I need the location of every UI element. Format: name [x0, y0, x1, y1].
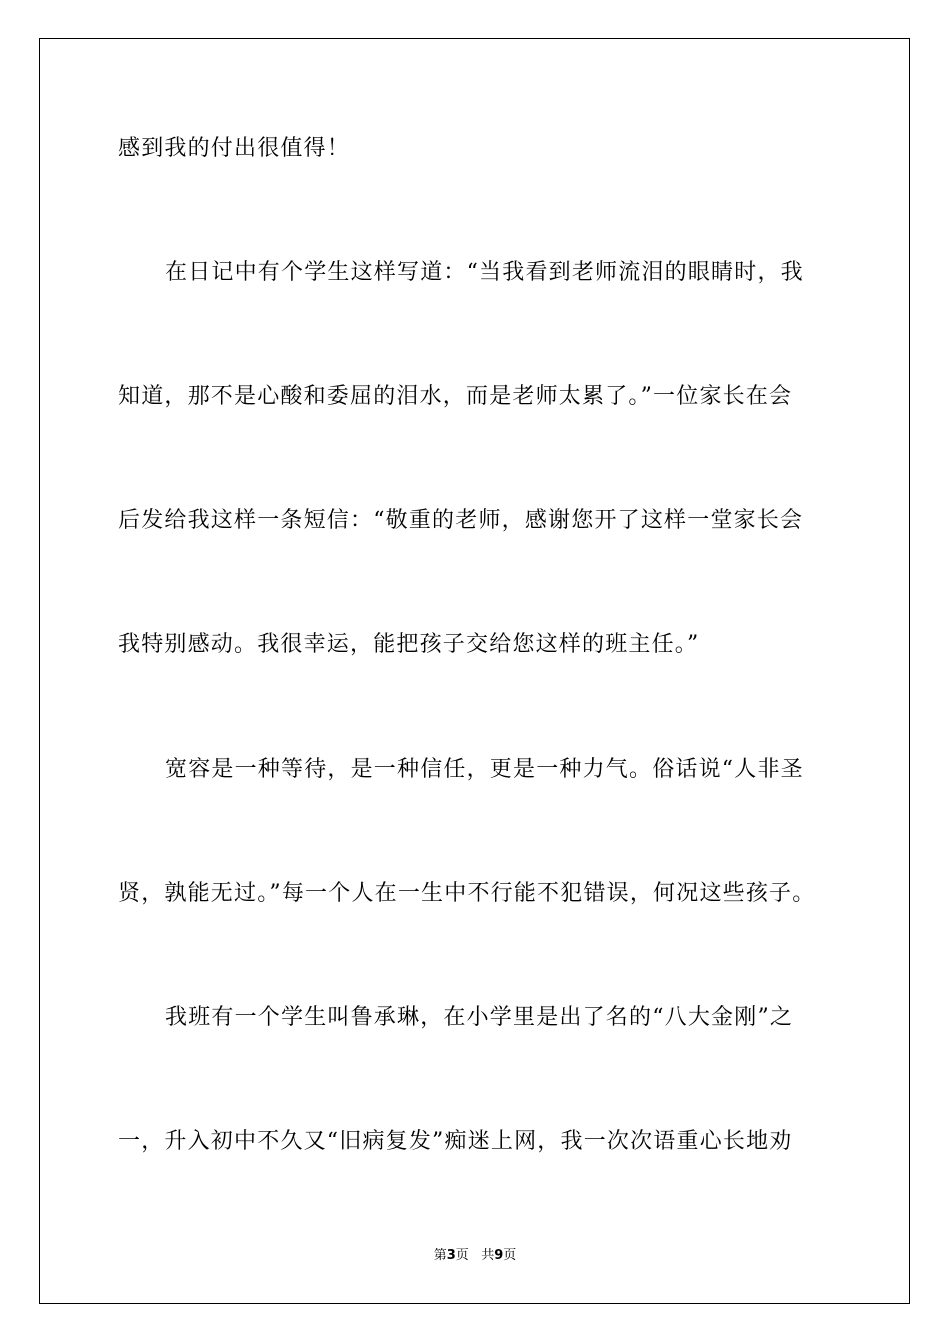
- text-line-9: 一，升入初中不久又“旧病复发”痴迷上网，我一次次语重心长地劝: [118, 1129, 793, 1154]
- text-line-6: 宽容是一种等待，是一种信任，更是一种力气。俗话说“人非圣: [165, 757, 804, 782]
- total-prefix: 共: [481, 1248, 495, 1263]
- page-suffix: 页: [455, 1248, 469, 1263]
- total-suffix: 页: [503, 1248, 517, 1263]
- text-line-7: 贤，孰能无过。”每一个人在一生中不行能不犯错误，何况这些孩子。: [118, 881, 816, 906]
- text-line-8: 我班有一个学生叫鲁承琳，在小学里是出了名的“八大金刚”之: [165, 1005, 794, 1030]
- page-footer: [0, 1247, 950, 1265]
- text-line-4: 后发给我这样一条短信：“敬重的老师，感谢您开了这样一堂家长会: [118, 508, 804, 533]
- total-pages: 9: [494, 1248, 504, 1263]
- text-line-5: 我特别感动。我很幸运，能把孩子交给您这样的班主任。”: [118, 632, 700, 657]
- text-line-2: 在日记中有个学生这样写道：“当我看到老师流泪的眼睛时，我: [165, 260, 804, 285]
- page-number: 3: [446, 1248, 456, 1263]
- page-prefix: 第: [433, 1248, 447, 1263]
- text-line-3: 知道，那不是心酸和委屈的泪水，而是老师太累了。”一位家长在会: [118, 384, 793, 409]
- text-line-1: 感到我的付出很值得！: [118, 136, 351, 161]
- page-border: [39, 38, 910, 1304]
